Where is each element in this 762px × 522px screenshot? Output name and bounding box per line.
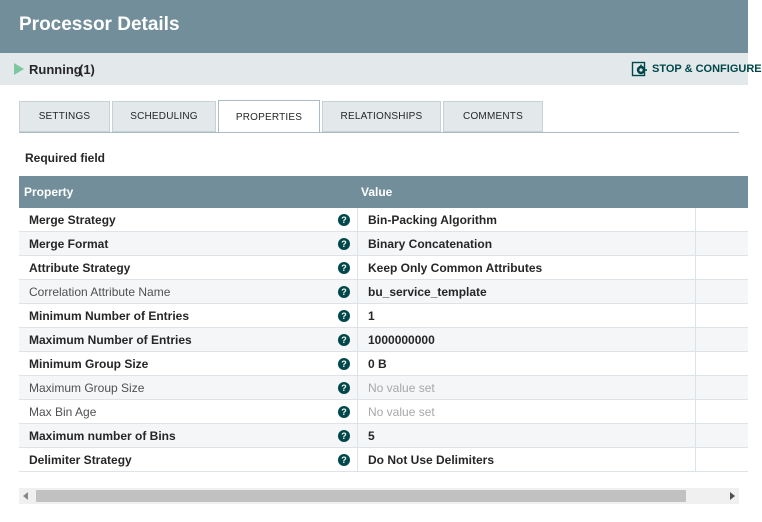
column-divider	[357, 376, 358, 400]
tab-divider	[19, 132, 739, 133]
table-row[interactable]	[19, 376, 748, 400]
column-divider	[357, 232, 358, 256]
property-name: Max Bin Age	[29, 405, 97, 419]
table-row[interactable]	[19, 256, 748, 280]
dialog-header	[0, 0, 748, 53]
table-row[interactable]	[19, 352, 748, 376]
column-divider	[357, 256, 358, 280]
tab-relationships[interactable]: RELATIONSHIPS	[322, 101, 441, 132]
table-row[interactable]	[19, 208, 748, 232]
column-divider	[695, 208, 696, 232]
property-name: Correlation Attribute Name	[29, 285, 171, 299]
property-value[interactable]: Keep Only Common Attributes	[368, 261, 543, 275]
help-icon[interactable]: ?	[338, 286, 350, 298]
table-row[interactable]	[19, 424, 748, 448]
property-name: Attribute Strategy	[29, 261, 131, 275]
help-icon[interactable]: ?	[338, 430, 350, 442]
property-value[interactable]: 5	[368, 429, 375, 443]
column-header-value[interactable]: Value	[361, 185, 393, 199]
horizontal-scrollbar[interactable]	[19, 488, 739, 504]
help-icon[interactable]: ?	[338, 406, 350, 418]
stop-and-configure-button[interactable]	[632, 59, 762, 79]
tab-properties[interactable]: PROPERTIES	[218, 100, 320, 133]
property-value[interactable]: bu_service_template	[368, 285, 487, 299]
column-divider	[357, 280, 358, 304]
tab-settings[interactable]: SETTINGS	[19, 101, 110, 132]
play-icon	[14, 63, 24, 75]
property-value[interactable]: Binary Concatenation	[368, 237, 493, 251]
property-name: Delimiter Strategy	[29, 453, 132, 467]
help-icon[interactable]: ?	[338, 334, 350, 346]
column-divider	[695, 280, 696, 304]
tab-scheduling[interactable]: SCHEDULING	[112, 101, 216, 132]
help-icon[interactable]: ?	[338, 214, 350, 226]
property-name: Merge Strategy	[29, 213, 116, 227]
table-row[interactable]	[19, 448, 748, 472]
help-icon[interactable]: ?	[338, 358, 350, 370]
property-name: Minimum Group Size	[29, 357, 149, 371]
help-icon[interactable]: ?	[338, 238, 350, 250]
table-row[interactable]	[19, 400, 748, 424]
table-row[interactable]	[19, 304, 748, 328]
table-row[interactable]	[19, 280, 748, 304]
column-divider	[695, 304, 696, 328]
column-divider	[357, 400, 358, 424]
property-value[interactable]: 1000000000	[368, 333, 435, 347]
column-divider	[357, 352, 358, 376]
table-row[interactable]	[19, 328, 748, 352]
property-name: Maximum Number of Entries	[29, 333, 192, 347]
column-divider	[695, 328, 696, 352]
table-row[interactable]	[19, 232, 748, 256]
column-divider	[357, 424, 358, 448]
tab-bar	[19, 100, 739, 133]
stop-and-configure-label: STOP & CONFIGURE	[652, 63, 762, 75]
gear-icon	[632, 62, 648, 76]
column-divider	[695, 448, 696, 472]
status-bar	[0, 53, 762, 85]
column-divider	[695, 400, 696, 424]
required-field-label: Required field	[25, 151, 106, 165]
property-value[interactable]: 0 B	[368, 357, 387, 371]
column-divider	[695, 256, 696, 280]
scroll-left-arrow-icon[interactable]	[23, 492, 28, 500]
property-value[interactable]: Bin-Packing Algorithm	[368, 213, 497, 227]
help-icon[interactable]: ?	[338, 262, 350, 274]
help-icon[interactable]: ?	[338, 382, 350, 394]
table-header	[19, 176, 748, 208]
dialog-title: Processor Details	[19, 14, 180, 35]
help-icon[interactable]: ?	[338, 310, 350, 322]
property-value[interactable]: No value set	[368, 405, 435, 419]
column-header-property[interactable]: Property	[24, 185, 74, 199]
property-name: Maximum Group Size	[29, 381, 145, 395]
scroll-right-arrow-icon[interactable]	[730, 492, 735, 500]
column-divider	[357, 448, 358, 472]
column-divider	[695, 232, 696, 256]
property-value[interactable]: No value set	[368, 381, 435, 395]
property-name: Maximum number of Bins	[29, 429, 176, 443]
column-divider	[695, 352, 696, 376]
run-status-label: Running	[29, 62, 82, 77]
property-name: Merge Format	[29, 237, 109, 251]
properties-table	[19, 176, 748, 472]
property-value[interactable]: 1	[368, 309, 375, 323]
column-divider	[695, 424, 696, 448]
property-name: Minimum Number of Entries	[29, 309, 190, 323]
property-value[interactable]: Do Not Use Delimiters	[368, 453, 495, 467]
help-icon[interactable]: ?	[338, 454, 350, 466]
column-divider	[695, 376, 696, 400]
column-divider	[357, 304, 358, 328]
column-divider	[357, 328, 358, 352]
column-divider	[357, 208, 358, 232]
run-status-count: (1)	[79, 62, 95, 77]
tab-comments[interactable]: COMMENTS	[443, 101, 543, 132]
scrollbar-thumb[interactable]	[36, 490, 686, 502]
